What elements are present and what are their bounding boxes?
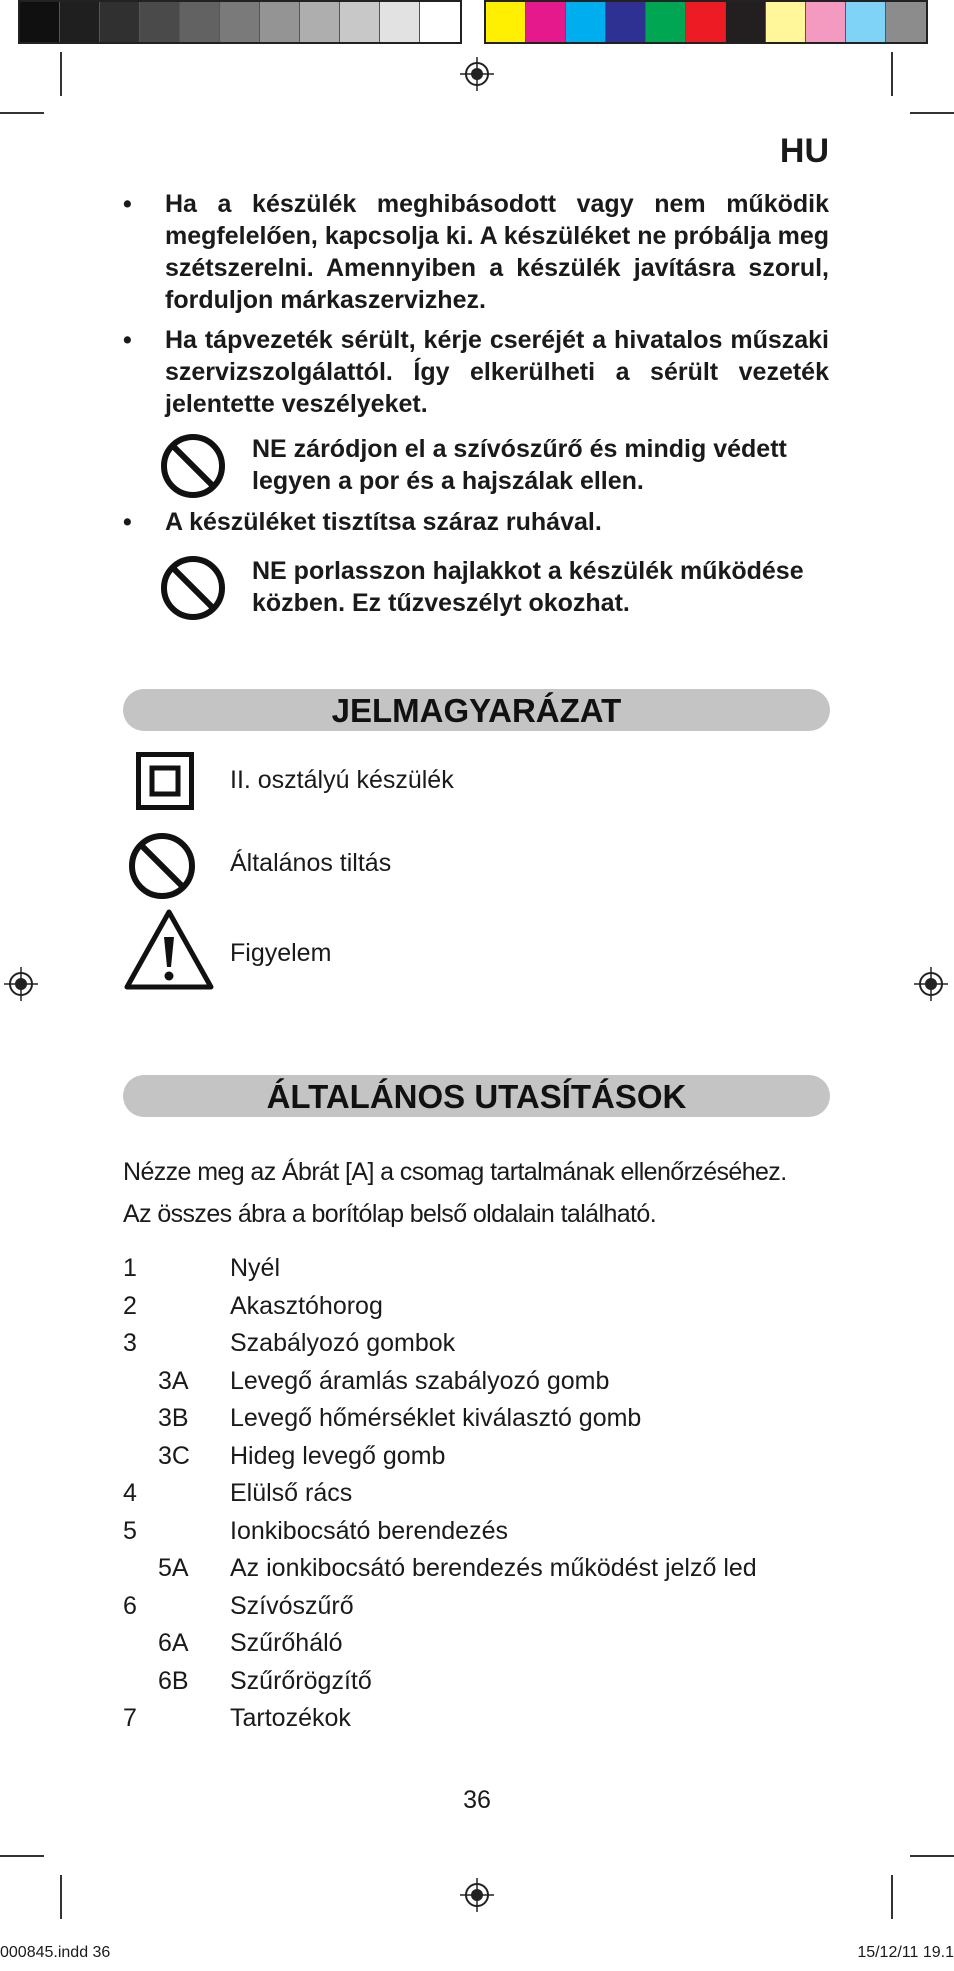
bullet-dot: •	[123, 326, 132, 354]
part-label: Akasztóhorog	[230, 1291, 383, 1320]
list-item	[123, 1588, 843, 1626]
part-label: Szűrőháló	[230, 1629, 343, 1657]
list-item	[123, 1250, 843, 1288]
gray-swatch	[300, 2, 340, 42]
registration-mark-icon	[460, 57, 494, 91]
grayscale-calibration-bar	[18, 0, 462, 44]
color-swatch	[806, 2, 846, 42]
part-label: Tartozékok	[230, 1704, 351, 1732]
crop-mark	[910, 1855, 954, 1857]
part-number: 1	[123, 1254, 137, 1282]
part-number: 5A	[158, 1554, 189, 1582]
color-swatch	[486, 2, 526, 42]
part-label: Szabályozó gombok	[230, 1329, 456, 1357]
crop-mark	[60, 1875, 62, 1919]
gray-swatch	[340, 2, 380, 42]
registration-mark-icon	[460, 1878, 494, 1912]
warning-text: NE porlasszon hajlakkot a készülék működése közben. Ez tűzveszélyt okozhat.	[252, 557, 804, 617]
part-label: Levegő áramlás szabályozó gomb	[230, 1366, 610, 1395]
color-swatch	[726, 2, 766, 42]
language-code: HU	[779, 132, 829, 170]
safety-bullet-text: A készüléket tisztítsa száraz ruhával.	[165, 508, 602, 536]
safety-bullet-text: Ha a készülék meghibásodott vagy nem működik megfelelően, kapcsolja ki. A készüléket ne próbálja meg szétszerelni. Amennyiben a készülék javításra szorul, forduljon márkaszervizhez.	[165, 190, 829, 314]
crop-mark	[0, 1855, 44, 1857]
gray-swatch	[260, 2, 300, 42]
crop-mark	[910, 112, 954, 114]
part-number: 3B	[158, 1404, 189, 1432]
prohibition-icon	[128, 832, 196, 900]
part-label: Szűrőrögzítő	[230, 1666, 372, 1695]
gray-swatch	[60, 2, 100, 42]
intro-line: Nézze meg az Ábrát [A] a csomag tartalmának ellenőrzéséhez.	[123, 1158, 787, 1186]
legend-label: II. osztályú készülék	[230, 766, 454, 794]
part-number: 7	[123, 1704, 137, 1732]
color-swatch	[846, 2, 886, 42]
part-number: 3A	[158, 1366, 189, 1395]
crop-mark	[0, 112, 44, 114]
registration-mark-icon	[4, 967, 38, 1001]
page-number: 36	[463, 1786, 491, 1814]
legend-label: Általános tiltás	[230, 849, 392, 877]
color-swatch	[526, 2, 566, 42]
list-item	[123, 1438, 843, 1476]
safety-bullet	[123, 188, 829, 316]
color-swatch	[606, 2, 646, 42]
parts-list	[123, 1250, 843, 1738]
part-number: 2	[123, 1291, 137, 1320]
bullet-dot: •	[123, 190, 132, 218]
list-item	[123, 1513, 843, 1551]
gray-swatch	[140, 2, 180, 42]
date-slug: 15/12/11 19.1	[857, 1944, 954, 1961]
bullet-dot: •	[123, 508, 132, 536]
part-label: Nyél	[230, 1254, 281, 1282]
class-ii-double-square-icon	[136, 752, 194, 810]
legend-heading: JELMAGYARÁZAT	[123, 689, 830, 731]
list-item	[123, 1363, 843, 1401]
crop-mark	[891, 1875, 893, 1919]
list-item	[123, 1325, 843, 1363]
prohibition-icon	[160, 555, 226, 621]
list-item	[123, 1400, 843, 1438]
part-number: 3C	[158, 1441, 190, 1470]
part-label: Szívószűrő	[230, 1591, 354, 1620]
color-swatch	[766, 2, 806, 42]
color-swatch	[886, 2, 926, 42]
part-number: 4	[123, 1479, 137, 1507]
gray-swatch	[420, 2, 460, 42]
warning-text: NE záródjon el a szívószűrő és mindig védett legyen a por és a hajszálak ellen.	[252, 435, 787, 495]
warning-triangle-icon	[123, 907, 215, 991]
color-swatch	[566, 2, 606, 42]
safety-bullet-text: Ha tápvezeték sérült, kérje cseréjét a hivatalos műszaki szervizszolgálattól. Így elkerülheti a sérült vezeték jelentette veszélyeket.	[165, 326, 829, 418]
gray-swatch	[220, 2, 260, 42]
gray-swatch	[380, 2, 420, 42]
warning-note	[160, 555, 840, 619]
warning-note	[160, 433, 840, 497]
list-item	[123, 1288, 843, 1326]
part-label: Elülső rács	[230, 1479, 353, 1507]
color-swatch	[646, 2, 686, 42]
part-number: 6	[123, 1591, 137, 1620]
file-slug: 000845.indd 36	[0, 1944, 111, 1961]
registration-mark-icon	[914, 967, 948, 1001]
intro-text	[123, 1151, 833, 1235]
part-number: 6A	[158, 1629, 189, 1657]
part-number: 6B	[158, 1666, 189, 1695]
list-item	[123, 1700, 843, 1738]
safety-bullet	[123, 324, 829, 420]
gray-swatch	[100, 2, 140, 42]
part-label: Hideg levegő gomb	[230, 1441, 446, 1470]
list-item	[123, 1625, 843, 1663]
color-swatch	[686, 2, 726, 42]
list-item	[123, 1475, 843, 1513]
list-item	[123, 1550, 843, 1588]
part-number: 5	[123, 1516, 137, 1545]
crop-mark	[891, 52, 893, 96]
color-calibration-bar	[484, 0, 928, 44]
part-label: Levegő hőmérséklet kiválasztó gomb	[230, 1404, 642, 1432]
intro-line: Az összes ábra a borítólap belső oldalain található.	[123, 1200, 657, 1228]
gray-swatch	[180, 2, 220, 42]
part-label: Ionkibocsátó berendezés	[230, 1516, 508, 1545]
crop-mark	[60, 52, 62, 96]
legend-label: Figyelem	[230, 939, 332, 967]
gray-swatch	[20, 2, 60, 42]
general-instructions-heading: ÁLTALÁNOS UTASÍTÁSOK	[123, 1075, 830, 1117]
list-item	[123, 1663, 843, 1701]
part-number: 3	[123, 1329, 137, 1357]
safety-bullet	[123, 506, 829, 538]
prohibition-icon	[160, 433, 226, 499]
part-label: Az ionkibocsátó berendezés működést jelző led	[230, 1554, 757, 1582]
